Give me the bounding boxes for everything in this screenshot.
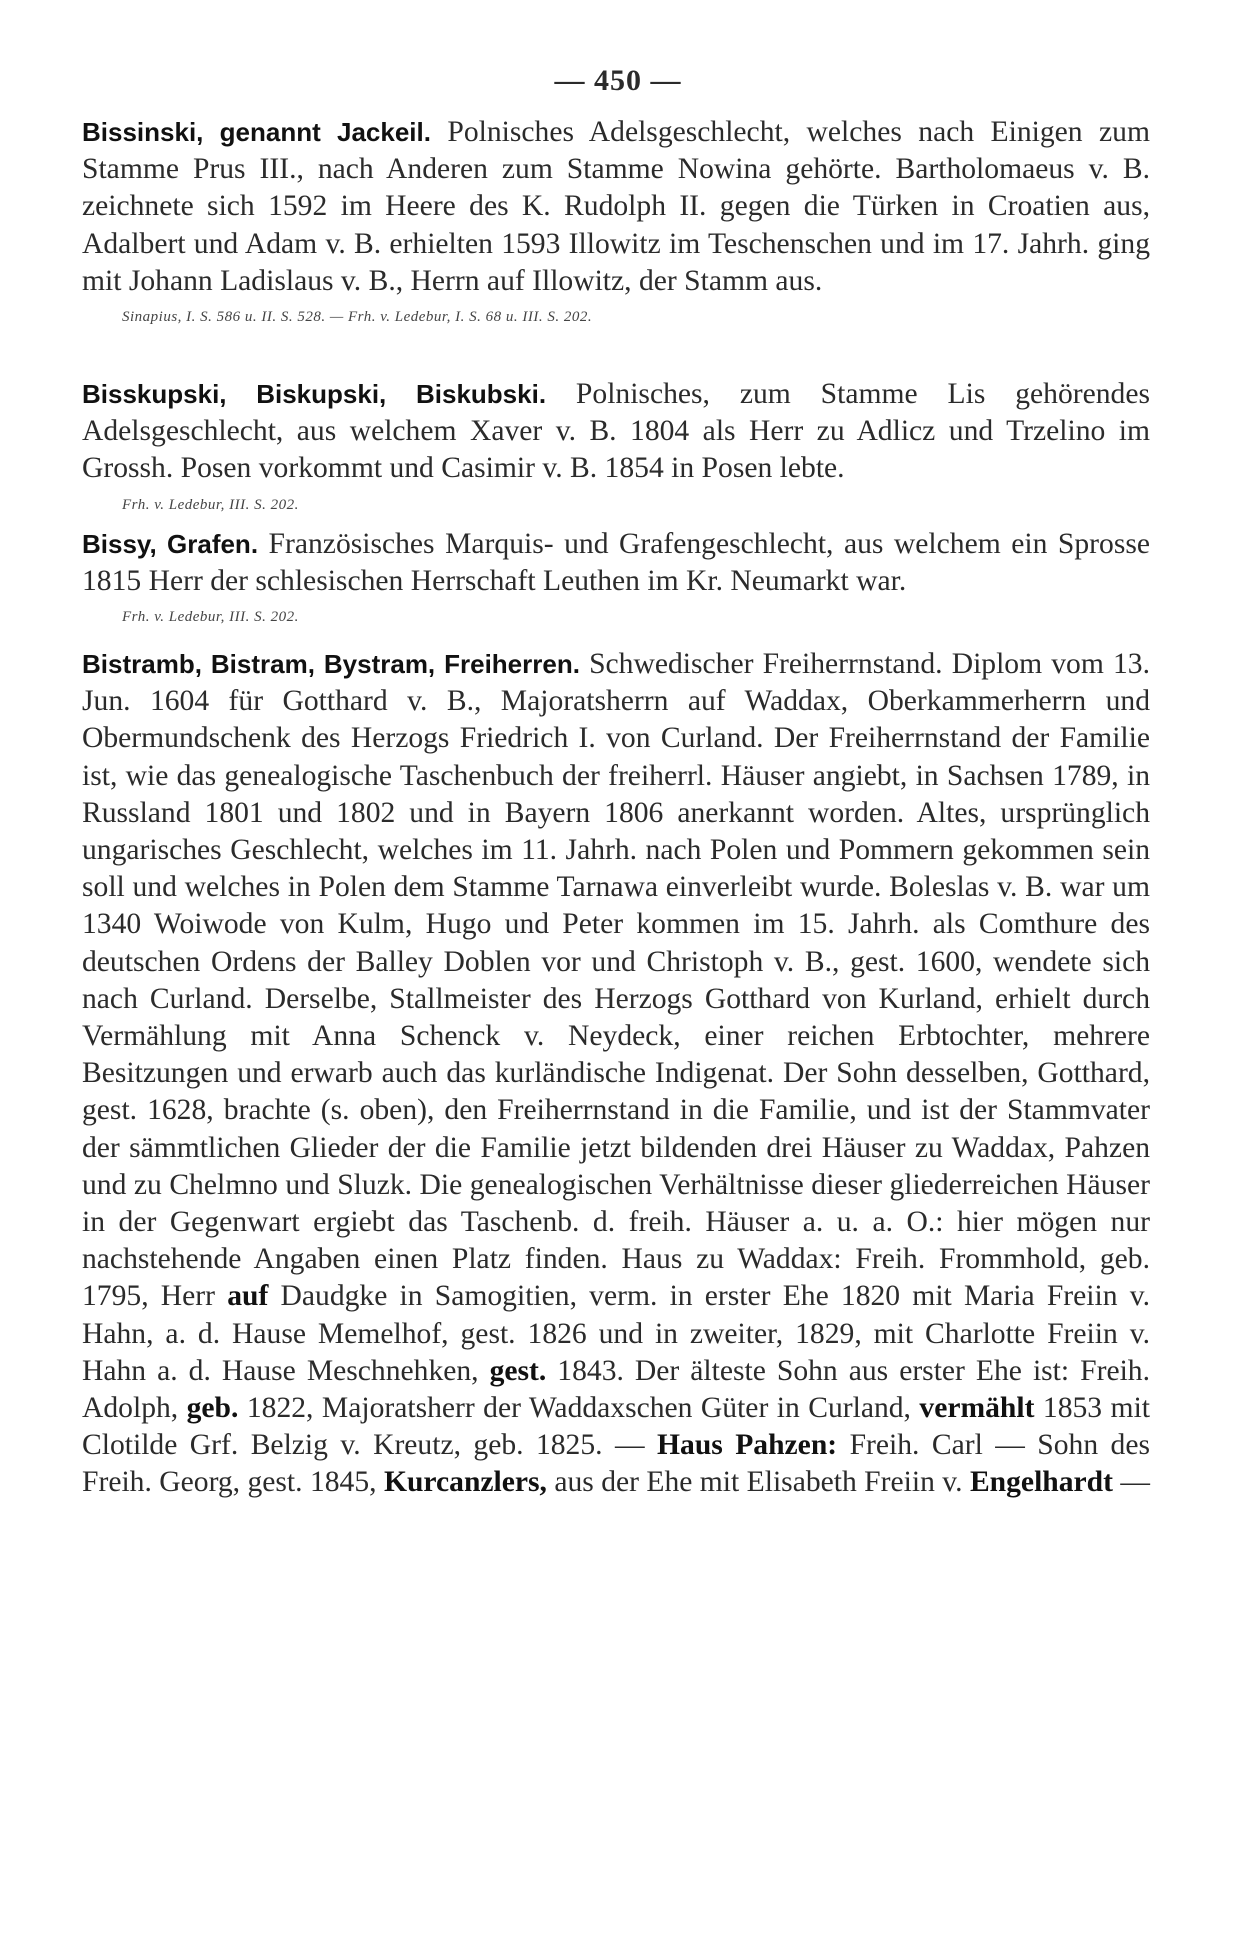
entry-body [82,646,1150,1502]
entry-bistramb [82,646,1150,1502]
bold-word: auf [227,1280,269,1313]
entry-text: Polnisches, zum Stamme Lis gehörendes Adelsgeschlecht, aus welchem Xaver v. B. 1804 als Herr zu Adlicz und Trzelino im Grossh. Posen vorkommt und Casimir v. B. 1854 in Posen lebte. [82,378,1150,485]
entry-text: Französisches Marquis- und Grafengeschlecht, aus welchem ein Sprosse 1815 Herr der schlesischen Herrschaft Leuthen im Kr. Neumarkt war. [82,528,1150,598]
entry-body [82,526,1150,600]
entry-text: Freih. Carl — Sohn des Freih. Georg, gest. 1845, [82,1429,1150,1499]
entry-bissinski [82,114,1150,332]
entry-source: Frh. v. Ledebur, III. S. 202. [122,609,299,626]
entry-text: Daudgke in Samogitien, verm. in erster Ehe 1820 mit Maria Freiin v. Hahn, a. d. Hause Memelhof, gest. 1826 und in zweiter, 1829, mit Charlotte Freiin v. Hahn a. d. Hause Meschnehken, [82,1280,1150,1387]
entry-text: 1843. Der älteste Sohn aus erster Ehe ist: Freih. Adolph, [82,1354,1150,1425]
page-number: — 450 — [554,64,682,97]
bold-word: Kurcanzlers, [383,1466,547,1499]
bold-word: vermählt [919,1392,1035,1425]
entry-text: Schwedischer Freiherrnstand. Diplom vom 13. Jun. 1604 für Gotthard v. B., Majoratsherrn auf Waddax, Oberkammerherrn und Obermundschenk des Herzogs Friedrich I. von Curland. Der Freiherrnstand der Familie ist, wie das genealogische Taschenbuch der freiherrl. Häuser angiebt, in Sachsen 1789, in Russland 1801 und 1802 und in Bayern 1806 anerkannt worden. Altes, ursprünglich ungarisches Geschlecht, welches im 11. Jahrh. nach Polen und Pommern gekommen sein soll und welches in Polen dem Stamme Tarnawa einverleibt wurde. Boleslas v. B. war um 1340 Woiwode von Kulm, Hugo und Peter kommen im 15. Jahrh. als Comthure des deutschen Ordens der Balley Doblen vor und Christoph v. B., gest. 1600, wendete sich nach Curland. Derselbe, Stallmeister des Herzogs Gotthard von Kurland, erhielt durch Vermählung mit Anna Schenck v. Neydeck, einer reichen Erbtochter, mehrere Besitzungen und erwarb auch das kurländische Indigenat. Der Sohn desselben, Gotthard, gest. 1628, brachte (s. oben), den Freiherrnstand in die Familie, und ist der Stammvater der sämmtlichen Glieder der die Familie jetzt bildenden drei Häuser zu Waddax, Pahzen und zu Chelmno und Sluzk. Die genealogischen Verhältnisse dieser gliederreichen Häuser in der Gegenwart ergiebt das Taschenb. d. freih. Häuser a. u. a. O.: hier mögen nur nachstehende Angaben einen Platz finden. Haus zu Waddax: Freih. Frommhold, geb. 1795, Herr [82,648,1151,1313]
entry-text: 1853 mit Clotilde Grf. Belzig v. Kreutz, geb. 1825. — [82,1392,1151,1462]
entry-text: Polnisches Adelsgeschlecht, welches nach Einigen zum Stamme Prus III., nach Anderen zum Stamme Nowina gehörte. Bartholomaeus v. B. zeichnete sich 1592 im Heere des K. Rudolph II. gegen die Türken in Croatien aus, Adalbert und Adam v. B. erhielten 1593 Illowitz im Teschenschen und im 17. Jahrh. ging mit Johann Ladislaus v. B., Herrn auf Illowitz, der Stamm aus. [82,116,1150,297]
bold-word: geb. [186,1392,239,1425]
entry-bissy [82,526,1150,632]
bold-word: Engelhardt [969,1466,1113,1499]
entry-bisskupski [82,376,1150,520]
entry-source: Frh. v. Ledebur, III. S. 202. [122,496,299,513]
bold-word: Haus Pahzen: [657,1429,838,1462]
entry-heading: Bistramb, Bistram, Bystram, Freiherren. [82,649,580,679]
entry-text: — [1113,1466,1150,1499]
entry-heading: Bissinski, genannt Jackeil. [82,117,431,147]
bold-word: gest. [489,1354,547,1387]
entry-body [82,376,1150,488]
entry-heading: Bissy, Grafen. [82,529,259,559]
entry-text: aus der Ehe mit Elisabeth Freiin v. [546,1466,970,1499]
entry-source: Sinapius, I. S. 586 u. II. S. 528. — Frh. v. Ledebur, I. S. 68 u. III. S. 202. [122,309,593,326]
entry-text: 1822, Majoratsherr der Waddaxschen Güter in Curland, [238,1392,920,1425]
entry-body [82,114,1150,300]
entry-heading: Bisskupski, Biskupski, Biskubski. [82,379,547,409]
